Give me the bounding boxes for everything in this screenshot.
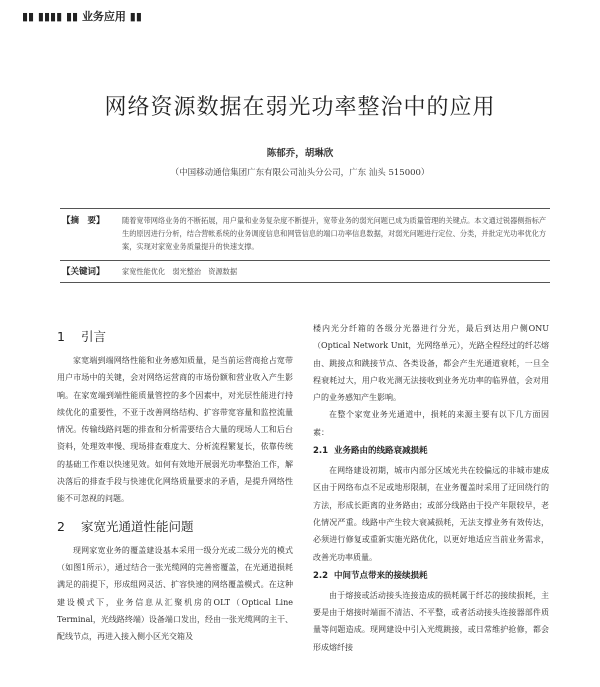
abstract-label: 【摘 要】 — [62, 216, 105, 226]
article-affiliation: （中国移动通信集团广东有限公司汕头分公司，广东 汕头 515000） — [170, 168, 430, 178]
abstract-top-rule — [60, 208, 550, 209]
section-1-paragraph: 家宽端到端网络性能和业务感知质量，是当前运营商抢占宽带用户市场中的关键，会对网络运营商的市场份额和营业收入产生影响。在家宽端到端性能质量管控的多个因素中，对光层性能进行持续优化的重要性，不亚于改善网络结构、扩容带宽容量和监控流量情况。传输线路问题的排查和分析需要结合大量的现场人工和后台资料，处理效率慢、现场排查难度大、分析流程繁复长，依靠传统的基础工作难以快速见效。如何有效地开展弱光功率整治工作，解决落后的排查手段与快速优化网络质量要求的矛盾，是提升网络性能不可忽视的问题。 — [57, 356, 293, 504]
abstract-divider — [60, 260, 550, 261]
subsection-2-1-paragraph: 在网络建设初期，城市内部分区域光共在较偏远的非城市建成区由于网络布点不足或地形限制，在业务覆盖时采用了迂回绕行的方法，形成长距离的业务路由；或部分线路由于投产年限较早，老化情况严重。线路中产生较大衰减损耗，无法支撑业务有效传达，必须进行修复或重新实施光路优化，以更好地适应当前业务需求，改善光功率质量。 — [313, 466, 549, 562]
section-marks: ▮▮ ▮▮▮▮ ▮▮ — [22, 10, 79, 23]
subsection-heading-2-2: 2.2 中间节点带来的接续损耗 — [313, 570, 428, 581]
right-column — [313, 320, 549, 656]
subsection-heading-2-1: 2.1 业务路由的线路衰减损耗 — [313, 446, 428, 457]
section-marks-end: ▮▮ — [129, 10, 142, 23]
subsection-2-2-paragraph: 由于熔接或活动接头连接造成的损耗属于纤芯的接续损耗，主要是由于熔接时端面不清洁、不平整，或者活动接头连接器部件质量等问题造成。现网建设中引入光缆跳接，或日常维护抢修，都会形成熔纤接 — [313, 590, 549, 652]
section-label: 业务应用 — [81, 10, 126, 23]
section-heading-1: 1 引言 — [57, 329, 107, 344]
abstract-bottom-rule — [60, 282, 550, 283]
article-authors: 陈郁乔，胡琳欣 — [266, 148, 334, 159]
article-title: 网络资源数据在弱光功率整治中的应用 — [104, 95, 496, 120]
section-2-paragraph: 现网家宽业务的覆盖建设基本采用一级分光或二级分光的模式（如图1所示），通过结合一张光缆网的完善密覆盖，在光通道损耗满足的前提下，形成组网灵活、扩容快速的网络覆盖模式。在这种建设模式下，业务信息从汇聚机房的OLT（Optical Line Terminal，光线路终端）设备端口发出，经由一张光缆网的主干、配线节点，再进入接入侧小区光交箱及 — [57, 545, 293, 642]
abstract-text: 随着宽带网络业务的不断拓展，用户量和业务复杂度不断提升，宽带业务的弱光问题已成为质量管理的关键点。本文通过锐器侧指标产生的原因进行分析，结合营帐系统的业务调度信息和网管信息的端口功率信息数据，对弱光问题进行定位、分类，并批定光功率优化方案，实现对家宽业务质量提升的快速支撑。 — [122, 216, 547, 251]
continued-paragraph: 楼内光分纤箱的各级分光器进行分光，最后到达用户侧ONU（Optical Network Unit，光网络单元），光路全程经过的纤芯熔由、跳接点和跳接节点、各类设备，都会产生光通道衰耗，一旦全程衰耗过大，用户收光测无法接收到业务光功率的临界值，会对用户的业务感知产生影响。 — [313, 324, 549, 403]
left-column — [57, 320, 293, 645]
section-heading-2: 2 家宽光通道性能问题 — [57, 518, 194, 534]
keywords-text: 家宽性能优化 弱光整治 资源数据 — [122, 267, 238, 276]
keywords-label: 【关键词】 — [62, 267, 105, 277]
loss-sources-paragraph: 在整个家宽业务光通道中，损耗的来源主要有以下几方面因素： — [313, 410, 549, 437]
journal-section-header — [22, 8, 142, 24]
